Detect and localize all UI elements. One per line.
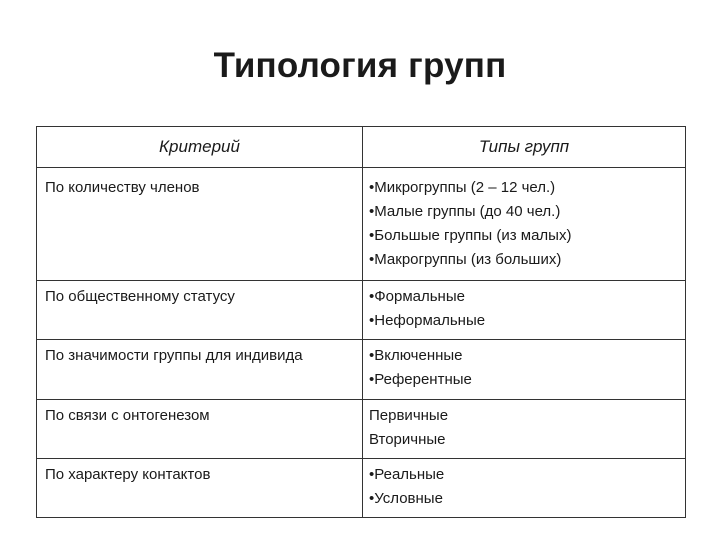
group-types-cell	[363, 340, 686, 400]
typology-table	[36, 126, 686, 518]
page-title: Типология групп	[213, 46, 507, 85]
group-type-item: •Малые группы (до 40 чел.)	[369, 203, 561, 220]
group-type-item: •Референтные	[369, 371, 472, 388]
group-type-item: •Неформальные	[369, 312, 486, 329]
table-header-row	[37, 127, 686, 168]
group-type-item: •Большые группы (из малых)	[369, 227, 572, 244]
group-type-item: •Включенные	[369, 347, 463, 364]
criterion-cell: По общественному статусу	[37, 281, 363, 340]
group-type-item: •Макрогруппы (из больших)	[369, 251, 562, 268]
criterion-cell: По количеству членов	[37, 168, 363, 281]
group-type-item: •Микрогруппы (2 – 12 чел.)	[369, 179, 556, 196]
group-types-cell	[363, 168, 686, 281]
group-type-item: Вторичные	[369, 431, 446, 448]
table-row	[37, 400, 686, 459]
group-types-cell	[363, 281, 686, 340]
column-header-criterion: Критерий	[37, 127, 363, 168]
group-type-item: •Формальные	[369, 288, 465, 305]
table-row	[37, 281, 686, 340]
group-types-cell	[363, 459, 686, 518]
table-row	[37, 340, 686, 400]
group-type-item: •Условные	[369, 490, 443, 507]
group-type-item: Первичные	[369, 407, 449, 424]
criterion-cell: По связи с онтогенезом	[37, 400, 363, 459]
criterion-cell: По характеру контактов	[37, 459, 363, 518]
table-row	[37, 459, 686, 518]
group-types-cell	[363, 400, 686, 459]
table-row	[37, 168, 686, 281]
group-type-item: •Реальные	[369, 466, 445, 483]
column-header-group-types: Типы групп	[363, 127, 686, 168]
criterion-cell: По значимости группы для индивида	[37, 340, 363, 400]
